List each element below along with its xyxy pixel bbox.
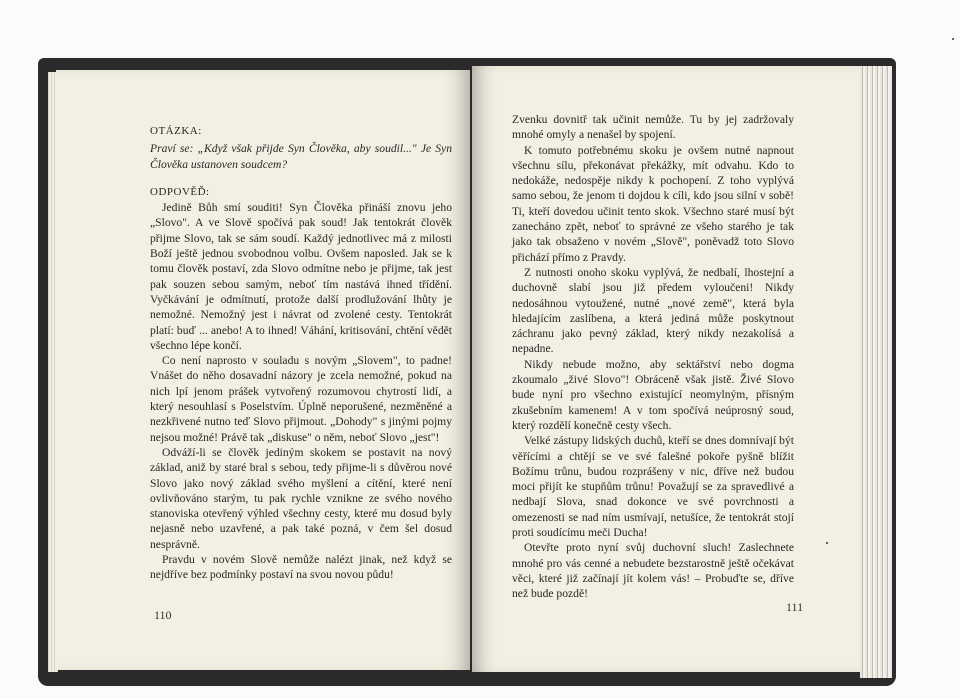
paragraph: Co není naprosto v souladu s novým „Slovem", to padne! Vnášet do něho dosavadní názory je zcela nemožné, pokud na nich lpí jenom prášek vytvořený rozumovou chytrostí lidí, a který nesouhlasí s Poselstvím. Úplně neporušené, nezměněné a nezkřivené nutno teď Slovo přijmout. „Dohody" s jinými pojmy nejsou možné! Právě tak „diskuse" o něm, neboť Slovo „jest"! bbox=[150, 354, 452, 444]
page-number-left: 110 bbox=[154, 608, 172, 622]
paragraph: Jedině Bůh smí souditi! Syn Člověka přináší znovu jeho „Slovo". A ve Slově spočívá pak soud! Jak tentokrát člověk přijme Slovo, tak se sám soudí. Každý jednotlivec má z milosti Boží ještě jednou svobodnou volbu. Ovšem naposled. Jak se k tomu člověk postaví, zda Slovo odmítne nebo je přijme, tak jest pak souzen sebou samým, neboť tím nastává ihned třídění. Vyčkávání je odmítnutí, protože další prodlužování lhůty je nemožné. Nemožný jest i návrat od zvolené cesty. Tentokrát platí: buď ... anebo! A to ihned! Váhání, kritisování, chtění vědět všechno lépe končí. bbox=[150, 201, 452, 352]
right-page bbox=[472, 66, 862, 672]
paragraph: Odváží-li se člověk jediným skokem se postavit na nový základ, aniž by staré bral s sebou, tedy přijme-li s důvěrou nové Slovo jako nový základ svého myšlení a cítění, které není ovlivňováno starým, tu pak rychle vznikne ze svého nového stanoviska otevřený výhled všechny cesty, které mu dosud byly nejasně nebo uzavřené, a pak také pozná, v čem šel dosud nesprávně. bbox=[150, 445, 452, 551]
left-page bbox=[56, 70, 470, 670]
left-page-text bbox=[150, 124, 452, 583]
paragraph: Z nutnosti onoho skoku vyplývá, že nedbalí, lhostejní a duchovně slabí jsou již předem vyloučeni! Nikdy nedosáhnou vytoužené, nutné „nové země", která byla hledajícím zaslíbena, a která jediná může poskytnout záchranu jako pevný základ, který nikdy nezakolísá a nepadne. bbox=[512, 265, 794, 356]
page-number-right: 111 bbox=[786, 600, 804, 614]
paragraph: Pravdu v novém Slově nemůže nalézt jinak, než když se nejdříve bez podmínky postaví na svou novou půdu! bbox=[150, 553, 452, 582]
answer-heading: ODPOVĚĎ: bbox=[150, 185, 210, 198]
dust-speck bbox=[952, 38, 954, 40]
right-page-edges bbox=[860, 66, 892, 678]
paragraph: Zvenku dovnitř tak učinit nemůže. Tu by jej zadržovaly mnohé omyly a nenašel by spojení. bbox=[512, 113, 794, 142]
paragraph: K tomuto potřebnému skoku je ovšem nutné napnout všechnu sílu, překonávat překážky, mít odvahu. Kdo to nedokáže, nedospěje nikdy k pochopení. Z toho vyplývá samo sebou, že jenom ti dojdou k cíli, kdo jsou silní v sobě! Ti, kteří dovedou učinit tento skok. Všechno staré musí být zanecháno zpět, neboť to správné ze všeho starého je tak jako tak obsaženo v novém „Slově", poněvadž toto Slovo přichází přímo z Pravdy. bbox=[512, 143, 794, 264]
question-heading: OTÁZKA: bbox=[150, 125, 202, 137]
paragraph: Velké zástupy lidských duchů, kteří se dnes domnívají být věřícími a chtějí se ve své falešné pokoře pyšně blížit Božímu trůnu, budou rozprášeny v nic, dříve než budou moci přijít ke stupňům trůnu! Považují se za spravedlivé a nedbají Slova, snad dokonce ve své povrchnosti a omezenosti se nad ním usmívají, netušíce, že tentokrát stojí proti soudícímu meči Ducha! bbox=[512, 434, 794, 540]
paragraph: Nikdy nebude možno, aby sektářství nebo dogma zkoumalo „živé Slovo"! Obráceně však jistě. Živé Slovo bude nyní pro všechno existující neomylným, přísným zkušebním kamenem! A v tom spočívá neúprosný soud, který rozdělí konečně cesty všech. bbox=[512, 357, 794, 432]
question-text: Praví se: „Když však přijde Syn Člověka, aby soudil..." Je Syn Člověka ustanoven soudcem? bbox=[150, 142, 452, 171]
right-page-text bbox=[512, 112, 794, 602]
paragraph: Otevřte proto nyní svůj duchovní sluch! Zaslechnete mnohé pro vás cenné a nebudete bezstarostně ještě očekávat věci, které již začínají jít kolem vás! – Probuďte se, dříve než bude pozdě! bbox=[512, 541, 794, 601]
dust-speck bbox=[826, 542, 828, 544]
